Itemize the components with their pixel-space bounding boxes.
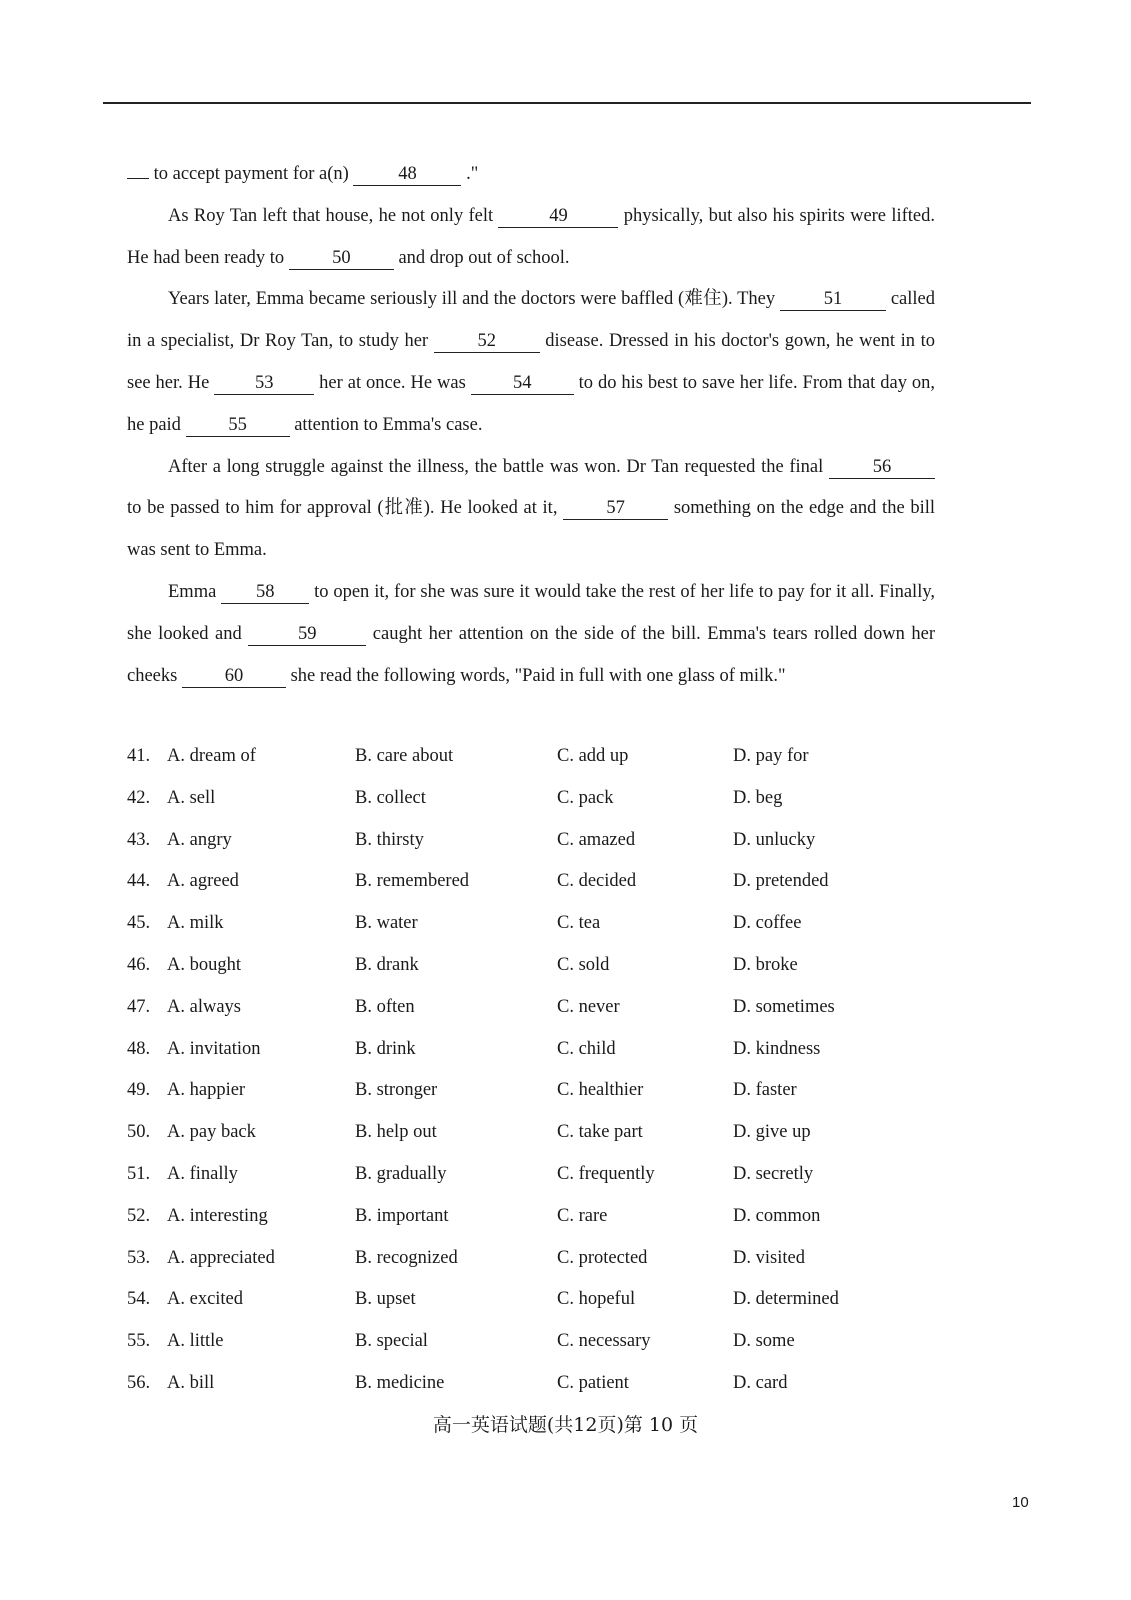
option-a: A. dream of	[167, 746, 256, 766]
option-row	[127, 1205, 935, 1247]
option-row	[127, 787, 935, 829]
option-b: B. help out	[355, 1122, 437, 1143]
question-number: 54.	[127, 1289, 151, 1310]
option-row	[127, 912, 935, 954]
page-number: 10	[1012, 1494, 1029, 1511]
blank-48: 48	[353, 163, 461, 186]
option-d: D. some	[733, 1331, 795, 1352]
option-a: A. pay back	[167, 1122, 256, 1143]
option-c: C. necessary	[557, 1331, 651, 1352]
option-a: A. invitation	[167, 1038, 261, 1059]
question-number: 49.	[127, 1080, 151, 1101]
blank-54: 54	[471, 372, 574, 395]
option-d: D. pay for	[733, 746, 809, 766]
option-d: D. broke	[733, 954, 798, 975]
option-row	[127, 1163, 935, 1205]
option-a: A. always	[167, 996, 241, 1017]
paragraph-emma-bill: Emma 58 to open it, for she was sure it would take the rest of her life to pay for it all. Finally, she looked and 59 caught her attention on the side of the bill. Emma's tears rolled down her cheeks 60 she read the following words, "Paid in full with one glass of milk."	[127, 581, 936, 686]
blank-47	[127, 178, 149, 179]
option-d: D. determined	[733, 1289, 839, 1310]
blank-50: 50	[289, 247, 394, 270]
option-a: A. interesting	[167, 1205, 268, 1226]
question-number: 46.	[127, 954, 151, 975]
blank-56: 56	[829, 456, 935, 479]
question-number: 47.	[127, 996, 151, 1017]
option-row	[127, 1372, 935, 1414]
option-a: A. bill	[167, 1372, 215, 1393]
question-number: 50.	[127, 1122, 151, 1143]
blank-52: 52	[434, 330, 540, 353]
option-row	[127, 870, 935, 912]
option-b: B. important	[355, 1205, 449, 1226]
option-b: B. remembered	[355, 871, 470, 892]
option-c: C. sold	[557, 954, 610, 975]
option-row	[127, 1330, 935, 1372]
question-number: 44.	[127, 871, 151, 892]
option-a: A. happier	[167, 1080, 246, 1101]
option-row	[127, 1038, 935, 1080]
option-b: B. special	[355, 1331, 428, 1352]
option-a: A. finally	[167, 1163, 238, 1184]
option-row	[127, 1079, 935, 1121]
option-c: C. tea	[557, 913, 601, 934]
option-b: B. drank	[355, 954, 419, 975]
question-number: 43.	[127, 829, 151, 850]
option-c: C. never	[557, 996, 620, 1017]
option-a: A. milk	[167, 913, 224, 934]
question-number: 42.	[127, 787, 151, 808]
blank-55: 55	[186, 414, 290, 437]
option-a: A. appreciated	[167, 1247, 275, 1268]
option-c: C. pack	[557, 787, 614, 808]
option-d: D. coffee	[733, 913, 802, 934]
option-d: D. unlucky	[733, 829, 816, 850]
option-c: C. add up	[557, 746, 629, 766]
option-c: C. take part	[557, 1122, 643, 1143]
option-b: B. care about	[355, 746, 454, 766]
option-c: C. protected	[557, 1247, 648, 1268]
question-number: 48.	[127, 1038, 151, 1059]
option-b: B. collect	[355, 787, 426, 808]
option-row	[127, 829, 935, 871]
blank-49: 49	[498, 205, 618, 228]
option-c: C. frequently	[557, 1163, 655, 1184]
option-b: B. water	[355, 913, 418, 934]
option-a: A. agreed	[167, 871, 239, 892]
option-a: A. little	[167, 1331, 224, 1352]
answer-options	[127, 745, 935, 1414]
option-row	[127, 996, 935, 1038]
paragraph-roy-tan: As Roy Tan left that house, he not only felt 49 physically, but also his spirits were lifted. He had been ready to 50 and drop out of school.	[127, 205, 936, 268]
option-c: C. hopeful	[557, 1289, 636, 1310]
option-row	[127, 1247, 935, 1289]
header-rule	[103, 102, 1031, 104]
question-number: 52.	[127, 1205, 151, 1226]
blank-51: 51	[780, 288, 886, 311]
option-c: C. amazed	[557, 829, 636, 850]
option-b: B. medicine	[355, 1372, 445, 1393]
option-a: A. sell	[167, 787, 216, 808]
option-row	[127, 954, 935, 996]
option-row	[127, 745, 935, 787]
paragraph-struggle: After a long struggle against the illness, the battle was won. Dr Tan requested the final 56 to be passed to him for approval (批准). He looked at it, 57 something on the edge and the bill was sent to Emma.	[127, 456, 936, 561]
option-c: C. rare	[557, 1205, 608, 1226]
option-a: A. angry	[167, 829, 232, 850]
option-row	[127, 1288, 935, 1330]
option-d: D. faster	[733, 1080, 797, 1101]
question-number: 53.	[127, 1247, 151, 1268]
option-b: B. thirsty	[355, 829, 424, 850]
option-b: B. stronger	[355, 1080, 438, 1101]
option-d: D. beg	[733, 787, 783, 808]
paragraph-years-later: Years later, Emma became seriously ill and the doctors were baffled (难住). They 51 called in a specialist, Dr Roy Tan, to study her 52 disease. Dressed in his doctor's gown, he went in to see her. He 53 her at once. He was 54 to do his best to save her life. From that day on, he paid 55 attention to Emma's case.	[127, 289, 936, 435]
option-c: C. patient	[557, 1372, 629, 1393]
option-d: D. common	[733, 1205, 821, 1226]
page-footer: 高一英语试题(共12页)第 10 页	[432, 1414, 699, 1436]
option-d: D. card	[733, 1372, 788, 1393]
option-b: B. gradually	[355, 1163, 447, 1184]
blank-57: 57	[563, 497, 668, 520]
blank-58: 58	[221, 581, 309, 604]
option-d: D. pretended	[733, 871, 829, 892]
option-c: C. decided	[557, 871, 637, 892]
option-d: D. visited	[733, 1247, 805, 1268]
option-b: B. drink	[355, 1038, 416, 1059]
option-c: C. child	[557, 1038, 616, 1059]
question-number: 45.	[127, 913, 151, 934]
option-a: A. excited	[167, 1289, 244, 1310]
option-d: D. give up	[733, 1122, 811, 1143]
option-d: D. kindness	[733, 1038, 821, 1059]
question-number: 41.	[127, 746, 151, 766]
option-d: D. sometimes	[733, 996, 835, 1017]
blank-59: 59	[248, 623, 366, 646]
option-row	[127, 1121, 935, 1163]
question-number: 56.	[127, 1372, 151, 1393]
option-a: A. bought	[167, 954, 241, 975]
blank-53: 53	[214, 372, 314, 395]
blank-60: 60	[182, 665, 286, 688]
option-c: C. healthier	[557, 1080, 644, 1101]
option-b: B. often	[355, 996, 415, 1017]
option-b: B. recognized	[355, 1247, 458, 1268]
question-number: 51.	[127, 1163, 151, 1184]
cloze-passage	[127, 154, 935, 697]
paragraph-continuation: to accept payment for a(n) 48 ."	[127, 154, 935, 196]
option-b: B. upset	[355, 1289, 416, 1310]
question-number: 55.	[127, 1331, 151, 1352]
option-d: D. secretly	[733, 1163, 814, 1184]
